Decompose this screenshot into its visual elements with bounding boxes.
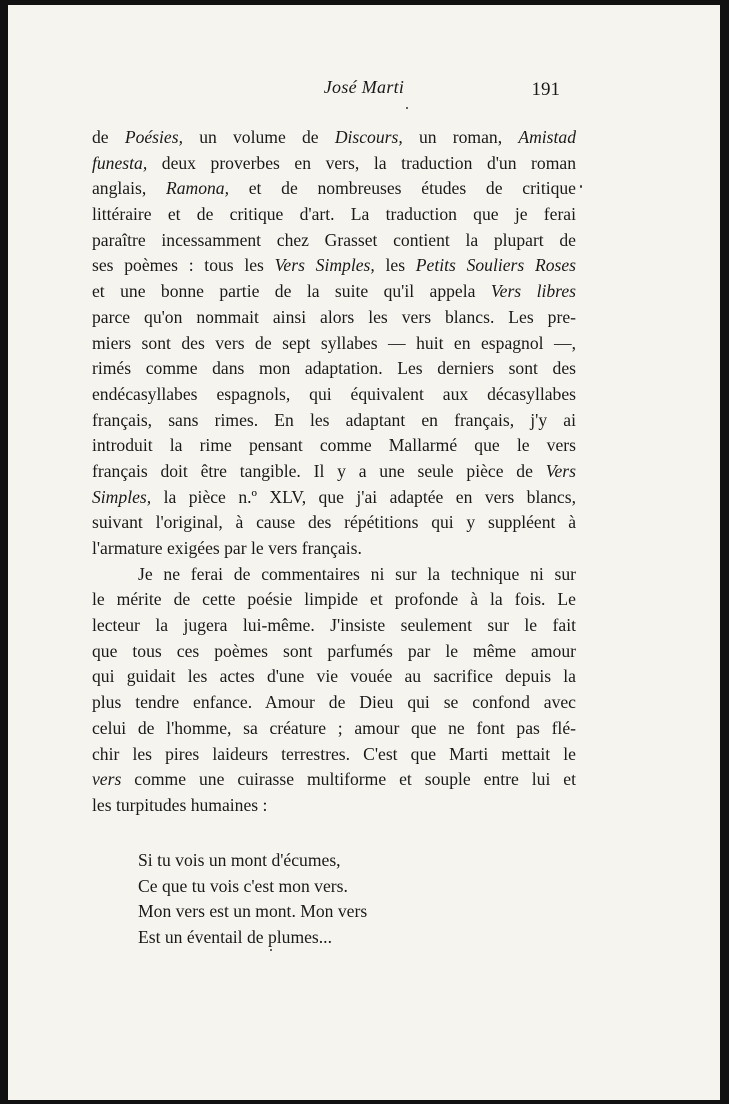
text-run: chir les pires laideurs terrestres. C'est que Marti mettait le <box>92 743 576 764</box>
text-line <box>92 639 576 665</box>
text-run: comme une cuirasse multiforme et souple entre lui et <box>121 769 576 790</box>
text-run: Je ne ferai de commentaires ni sur la technique ni sur <box>138 563 576 584</box>
italic-title: Petits Souliers Roses <box>415 255 577 276</box>
italic-title: Vers libres <box>490 281 576 302</box>
text-line <box>92 767 576 793</box>
text-run: que tous ces poèmes sont parfumés par le même amour <box>92 640 576 661</box>
italic-title: Simples, <box>92 486 152 507</box>
text-line <box>92 176 576 202</box>
text-run: qui guidait les actes d'une vie vouée au sacrifice depuis la <box>92 666 576 687</box>
italic-title: Vers Simples, <box>274 255 375 276</box>
text-run: la pièce n.º XLV, que j'ai adaptée en vers blancs, <box>151 486 576 507</box>
text-line <box>92 459 576 485</box>
text-run: les turpitudes humaines : <box>92 794 268 815</box>
text-run: les <box>374 255 416 276</box>
text-run: plus tendre enfance. Amour de Dieu qui se confond avec <box>92 692 576 713</box>
text-line <box>92 536 576 562</box>
paragraph <box>92 125 576 562</box>
text-line <box>92 202 576 228</box>
verse-line: Est un éventail de plumes... <box>138 926 332 947</box>
text-run: l'armature exigées par le vers français. <box>92 538 362 558</box>
text-run: français, sans rimes. En les adaptant en français, j'y ai <box>92 409 576 430</box>
italic-title: Vers <box>545 460 576 481</box>
paragraph <box>92 562 576 819</box>
verse-line: Mon vers est un mont. Mon vers <box>138 901 368 921</box>
text-line <box>92 433 576 459</box>
text-run: et de nombreuses études de critique <box>229 178 576 199</box>
text-line <box>92 125 576 151</box>
text-line <box>92 382 576 408</box>
text-run: littéraire et de critique d'art. La traduction que je ferai <box>92 204 576 225</box>
text-run: miers sont des vers de sept syllabes — huit en espagnol —, <box>92 332 576 353</box>
text-line <box>92 305 576 331</box>
text-run: un volume de <box>182 127 335 147</box>
paper-speck <box>580 185 582 188</box>
text-line <box>92 716 576 742</box>
text-line <box>92 151 576 177</box>
text-run: français doit être tangible. Il y a une seule pièce de <box>92 460 546 481</box>
text-run: suivant l'original, à cause des répétitions qui y suppléent à <box>92 512 576 533</box>
text-line <box>92 742 576 768</box>
text-line <box>92 408 576 434</box>
text-line <box>92 793 576 819</box>
text-run: anglais, <box>92 178 166 199</box>
text-run: deux proverbes en vers, la traduction d'un roman <box>147 152 576 173</box>
text-line <box>92 587 576 613</box>
text-run: un roman, <box>402 127 519 147</box>
text-line <box>92 485 576 511</box>
text-run: rimés comme dans mon adaptation. Les derniers sont des <box>92 358 576 379</box>
text-line <box>92 228 576 254</box>
verse-line: Ce que tu vois c'est mon vers. <box>138 875 348 896</box>
page-number: 191 <box>531 79 560 100</box>
text-run: endécasyllabes espagnols, qui équivalent aux décasyllabes <box>92 383 576 404</box>
italic-title: Ramona, <box>165 178 230 199</box>
text-run: parce qu'on nommait ainsi alors les vers blancs. Les pre- <box>92 306 576 327</box>
running-title: José Marti <box>323 77 405 97</box>
page-header <box>8 77 720 107</box>
italic-title: Poésies, <box>124 127 183 147</box>
paper-speck <box>270 949 272 951</box>
text-run: ses poèmes : tous les <box>92 255 275 276</box>
paper-speck <box>406 107 408 109</box>
text-line <box>92 664 576 690</box>
text-run: de <box>92 127 125 147</box>
text-run: lecteur la jugera lui-même. J'insiste seulement sur le fait <box>92 615 576 636</box>
text-run: celui de l'homme, sa créature ; amour que ne font pas flé- <box>92 717 576 738</box>
text-line <box>92 253 576 279</box>
verse-quotation <box>138 848 367 950</box>
text-run: introduit la rime pensant comme Mallarmé que le vers <box>92 435 576 456</box>
italic-title: vers <box>92 769 122 790</box>
italic-title: funesta, <box>92 152 148 173</box>
text-line <box>92 356 576 382</box>
body-text <box>92 125 576 819</box>
text-run: le mérite de cette poésie limpide et profonde à la fois. Le <box>92 589 576 610</box>
text-line <box>92 510 576 536</box>
text-line <box>92 331 576 357</box>
text-line <box>92 690 576 716</box>
verse-line: Si tu vois un mont d'écumes, <box>138 850 341 870</box>
italic-title: Discours, <box>334 127 403 147</box>
text-run: paraître incessamment chez Grasset contient la plupart de <box>92 229 576 250</box>
text-run: et une bonne partie de la suite qu'il appela <box>92 281 491 302</box>
text-line <box>92 562 576 588</box>
text-line <box>92 613 576 639</box>
italic-title: Amistad <box>518 127 576 147</box>
text-line <box>92 279 576 305</box>
